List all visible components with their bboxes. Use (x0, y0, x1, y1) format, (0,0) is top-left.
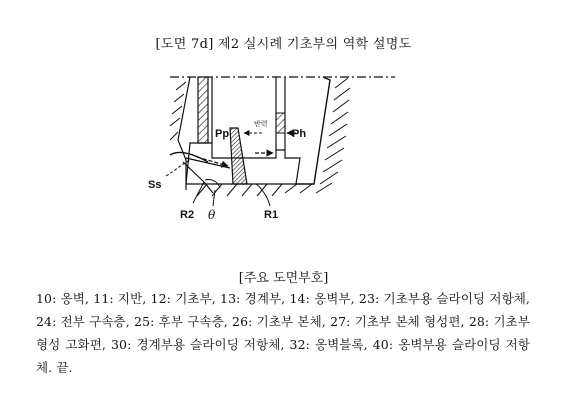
label-r2: R2 (180, 209, 195, 221)
ground-profile-left (178, 77, 190, 190)
label-r1: R1 (264, 209, 279, 221)
retaining-wall-left (198, 77, 208, 143)
ground-hatch-base (197, 184, 282, 196)
label-ss: Ss (148, 179, 162, 191)
r2-leader (193, 182, 204, 203)
label-reaction: 반력 (254, 120, 268, 128)
label-pp: Pp (215, 128, 230, 140)
slip-line-lower (183, 162, 213, 193)
shear-key (230, 128, 247, 184)
theta-leader (213, 190, 215, 206)
figure-title: [도면 7d] 제2 실시례 기초부의 역학 설명도 (155, 37, 412, 52)
legend-body: 10: 옹벽, 11: 지반, 12: 기초부, 13: 경계부, 14: 옹벽부, 23: 기초부용 슬라이딩 저항체, 24: 전부 구속층, 25: 후부 구속층, 26: 기초부 본체, 27: 기초부 본체 형성편, 28: 기초부 형성 고화편, 30: 경계부용 슬라이딩 저항체, 32: 옹벽블록, 40: 옹벽부용 슬라이딩 저항체. 끝. (36, 291, 530, 375)
label-ph: Ph (292, 128, 307, 140)
ph-hatch-block (276, 113, 285, 133)
label-theta: θ (208, 208, 216, 222)
legend-heading: [주요 도면부호] (238, 271, 329, 286)
